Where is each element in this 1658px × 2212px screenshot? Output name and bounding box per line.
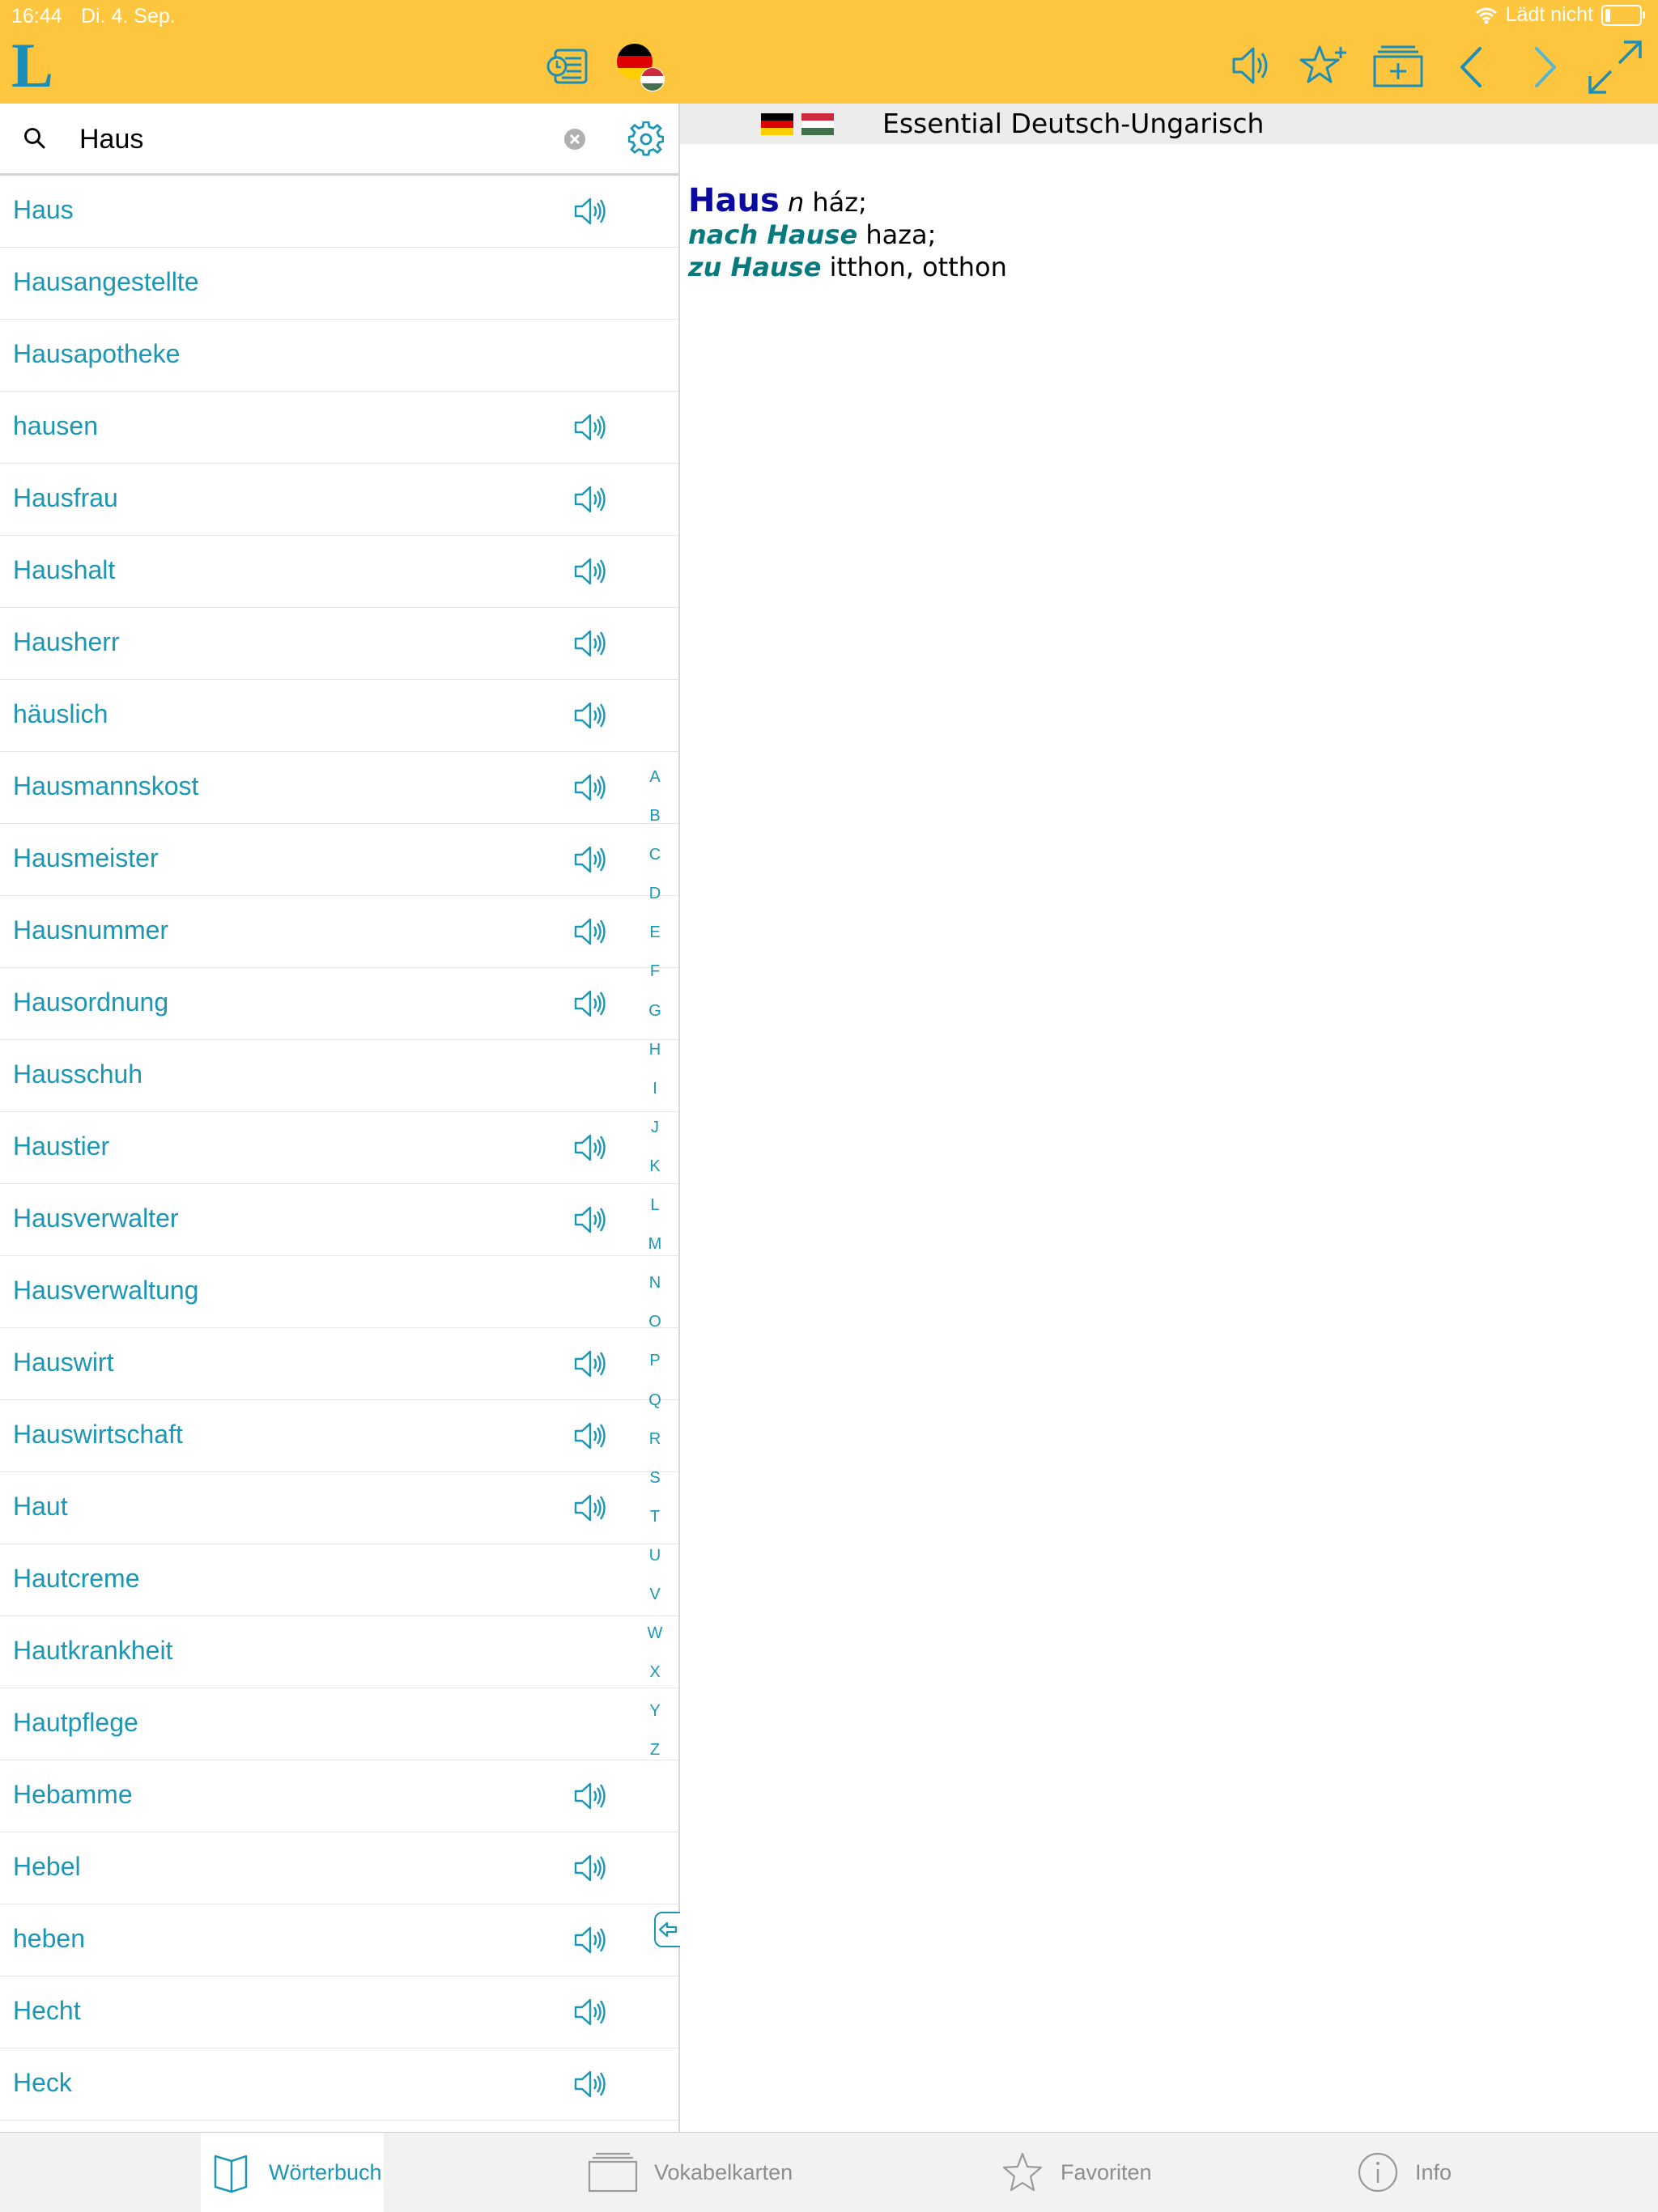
word-label: Hautkrankheit [13, 1636, 173, 1665]
word-label: Hausmeister [13, 843, 159, 872]
status-time: 16:44 [11, 5, 62, 28]
phrase-line [688, 219, 1007, 251]
history-icon[interactable] [546, 47, 589, 86]
wifi-icon [1475, 6, 1498, 24]
word-label: Hautcreme [13, 1564, 140, 1593]
phrase-translation: haza; [865, 219, 937, 250]
word-label: Hausverwaltung [13, 1276, 199, 1305]
word-label: hausen [13, 411, 98, 440]
alphabet-index-letter[interactable]: Q [648, 1390, 661, 1409]
search-input[interactable] [78, 118, 534, 160]
tab-label: Favoriten [1061, 2159, 1152, 2184]
top-toolbar [0, 0, 1658, 104]
word-list-row[interactable] [0, 1472, 678, 1544]
dictionary-entry [688, 182, 1007, 283]
audio-speaker-icon[interactable] [573, 843, 609, 876]
search-bar [0, 104, 678, 176]
entry-headline [688, 182, 1007, 219]
audio-speaker-icon[interactable] [573, 1204, 609, 1236]
alphabet-index-letter[interactable]: Z [649, 1741, 661, 1760]
audio-speaker-icon[interactable] [573, 1852, 609, 1884]
back-icon[interactable] [1457, 45, 1485, 89]
settings-gear-icon[interactable] [628, 121, 664, 157]
word-list-row[interactable] [0, 536, 678, 608]
word-list-row[interactable] [0, 1904, 678, 1976]
book-icon [210, 2150, 253, 2195]
audio-speaker-icon[interactable] [573, 1780, 609, 1812]
word-label: Hausmannskost [13, 771, 199, 800]
add-favorite-icon[interactable] [1299, 42, 1349, 89]
word-list-row[interactable] [0, 608, 678, 680]
dictionary-name: Essential Deutsch-Ungarisch [882, 108, 1265, 139]
headword: Haus [688, 182, 780, 219]
word-list [0, 176, 678, 2121]
flag-germany-icon [761, 113, 793, 135]
word-list-row[interactable] [0, 1832, 678, 1904]
alphabet-index-letter[interactable]: W [647, 1624, 663, 1643]
audio-speaker-icon[interactable] [573, 1492, 609, 1524]
word-list-row[interactable] [0, 1688, 678, 1760]
forward-icon[interactable] [1532, 45, 1559, 89]
word-label: Hausfrau [13, 483, 118, 512]
word-label: Hecht [13, 1996, 81, 2025]
word-label: Hausverwalter [13, 1204, 179, 1233]
tab-label: Vokabelkarten [654, 2159, 793, 2184]
word-label: Hausordnung [13, 987, 169, 1017]
audio-speaker-icon[interactable] [573, 555, 609, 588]
alphabet-index-letter[interactable]: D [648, 885, 661, 903]
tab-info[interactable] [1357, 2133, 1452, 2212]
audio-speaker-icon[interactable] [573, 1924, 609, 1956]
word-label: Hausherr [13, 627, 120, 656]
alphabet-index[interactable] [640, 758, 670, 1769]
alphabet-index-letter[interactable]: N [648, 1274, 661, 1293]
word-label: Hebamme [13, 1780, 133, 1809]
phrase-line [688, 251, 1007, 283]
charging-status-text: Lädt nicht [1505, 3, 1593, 26]
audio-speaker-icon[interactable] [573, 1996, 609, 2028]
word-list-row[interactable] [0, 752, 678, 824]
word-label: Heck [13, 2068, 72, 2097]
app-logo[interactable]: L [11, 30, 54, 100]
alphabet-index-letter[interactable]: E [649, 923, 661, 942]
star-icon [1001, 2150, 1044, 2194]
word-list-row[interactable] [0, 1256, 678, 1328]
status-date: Di. 4. Sep. [81, 5, 176, 28]
word-list-row[interactable] [0, 464, 678, 536]
alphabet-index-letter[interactable]: S [649, 1468, 661, 1487]
alphabet-index-letter[interactable]: H [648, 1040, 661, 1059]
audio-speaker-icon[interactable] [573, 411, 609, 444]
audio-speaker-icon[interactable] [573, 2068, 609, 2100]
add-card-icon[interactable] [1373, 44, 1423, 89]
word-list-row[interactable] [0, 1976, 678, 2049]
alphabet-index-letter[interactable]: F [649, 962, 661, 981]
word-list-row[interactable] [0, 680, 678, 752]
audio-speaker-icon[interactable] [573, 771, 609, 804]
word-list-row[interactable] [0, 1184, 678, 1256]
search-icon [23, 126, 47, 151]
audio-speaker-icon[interactable] [573, 699, 609, 732]
word-label: Haustier [13, 1131, 110, 1161]
flag-hungary-icon [801, 113, 834, 135]
alphabet-index-letter[interactable]: V [649, 1585, 661, 1603]
alphabet-index-letter[interactable]: A [649, 768, 661, 786]
word-list-pane [0, 104, 678, 2132]
alphabet-index-letter[interactable]: L [650, 1196, 660, 1215]
word-list-row[interactable] [0, 2049, 678, 2121]
audio-speaker-icon[interactable] [573, 1348, 609, 1380]
word-list-row[interactable] [0, 1616, 678, 1688]
phrase[interactable]: zu Hause [688, 252, 822, 282]
audio-speaker-icon[interactable] [573, 483, 609, 516]
word-label: Hebel [13, 1852, 81, 1881]
word-list-row[interactable] [0, 896, 678, 968]
audio-speaker-icon[interactable] [573, 987, 609, 1020]
word-label: Hausnummer [13, 915, 169, 945]
word-label: Hauswirtschaft [13, 1420, 183, 1449]
phrase-translation: itthon, otthon [829, 252, 1007, 282]
word-label: häuslich [13, 699, 108, 728]
alphabet-index-letter[interactable]: C [648, 846, 661, 864]
alphabet-index-letter[interactable]: P [649, 1352, 661, 1370]
alphabet-index-letter[interactable]: I [653, 1079, 657, 1098]
word-list-row[interactable] [0, 392, 678, 464]
word-list-row[interactable] [0, 968, 678, 1040]
word-label: Hausangestellte [13, 267, 199, 296]
alphabet-index-letter[interactable]: R [648, 1429, 661, 1448]
audio-speaker-icon[interactable] [573, 1420, 609, 1452]
dictionary-entry-pane [680, 104, 1658, 2132]
expand-icon[interactable] [1587, 39, 1643, 96]
word-list-row[interactable] [0, 824, 678, 896]
word-list-row[interactable] [0, 1112, 678, 1184]
word-list-row[interactable] [0, 1400, 678, 1472]
dictionary-header [680, 104, 1658, 144]
audio-speaker-icon[interactable] [573, 195, 609, 227]
tab-label: Wörterbuch [269, 2159, 382, 2184]
tab-vokabelkarten[interactable] [588, 2133, 793, 2212]
audio-speaker-icon[interactable] [573, 915, 609, 948]
speaker-icon[interactable] [1231, 44, 1273, 87]
audio-speaker-icon[interactable] [573, 1131, 609, 1164]
alphabet-index-letter[interactable]: X [649, 1663, 661, 1682]
audio-speaker-icon[interactable] [573, 627, 609, 660]
bottom-tab-bar [0, 2132, 1658, 2212]
grammatical-gender: n [787, 187, 805, 218]
alphabet-index-letter[interactable]: M [648, 1235, 662, 1254]
word-label: Haut [13, 1492, 68, 1521]
language-flag-de-hu-icon[interactable] [614, 40, 667, 97]
word-label: Hauswirt [13, 1348, 114, 1377]
word-label: Hausschuh [13, 1059, 143, 1089]
alphabet-index-letter[interactable]: G [648, 1001, 661, 1020]
word-list-row[interactable] [0, 176, 678, 248]
word-label: Haus [13, 195, 74, 224]
cards-icon [588, 2150, 638, 2194]
alphabet-index-letter[interactable]: U [648, 1546, 661, 1565]
word-label: heben [13, 1924, 85, 1953]
word-label: Haushalt [13, 555, 116, 584]
clear-search-icon[interactable] [563, 128, 586, 151]
status-right [1475, 3, 1642, 27]
alphabet-index-letter[interactable]: O [648, 1313, 661, 1331]
word-list-row[interactable] [0, 1544, 678, 1616]
tab-woerterbuch[interactable] [201, 2133, 384, 2212]
word-list-row[interactable] [0, 1328, 678, 1400]
alphabet-index-letter[interactable]: J [651, 1118, 659, 1136]
alphabet-index-letter[interactable]: Y [649, 1702, 661, 1721]
word-list-row[interactable] [0, 320, 678, 392]
battery-icon [1601, 5, 1642, 26]
alphabet-index-letter[interactable]: K [649, 1157, 661, 1175]
alphabet-index-letter[interactable]: B [649, 807, 661, 826]
alphabet-index-letter[interactable]: T [649, 1507, 661, 1526]
word-label: Hautpflege [13, 1708, 138, 1737]
info-icon [1357, 2151, 1399, 2193]
word-list-row[interactable] [0, 248, 678, 320]
word-list-row[interactable] [0, 1040, 678, 1112]
word-label: Hausapotheke [13, 339, 181, 368]
word-list-row[interactable] [0, 1760, 678, 1832]
tab-favoriten[interactable] [1001, 2133, 1152, 2212]
tab-label: Info [1415, 2159, 1452, 2184]
phrase[interactable]: nach Hause [688, 219, 858, 250]
headword-translation: ház; [812, 187, 867, 218]
